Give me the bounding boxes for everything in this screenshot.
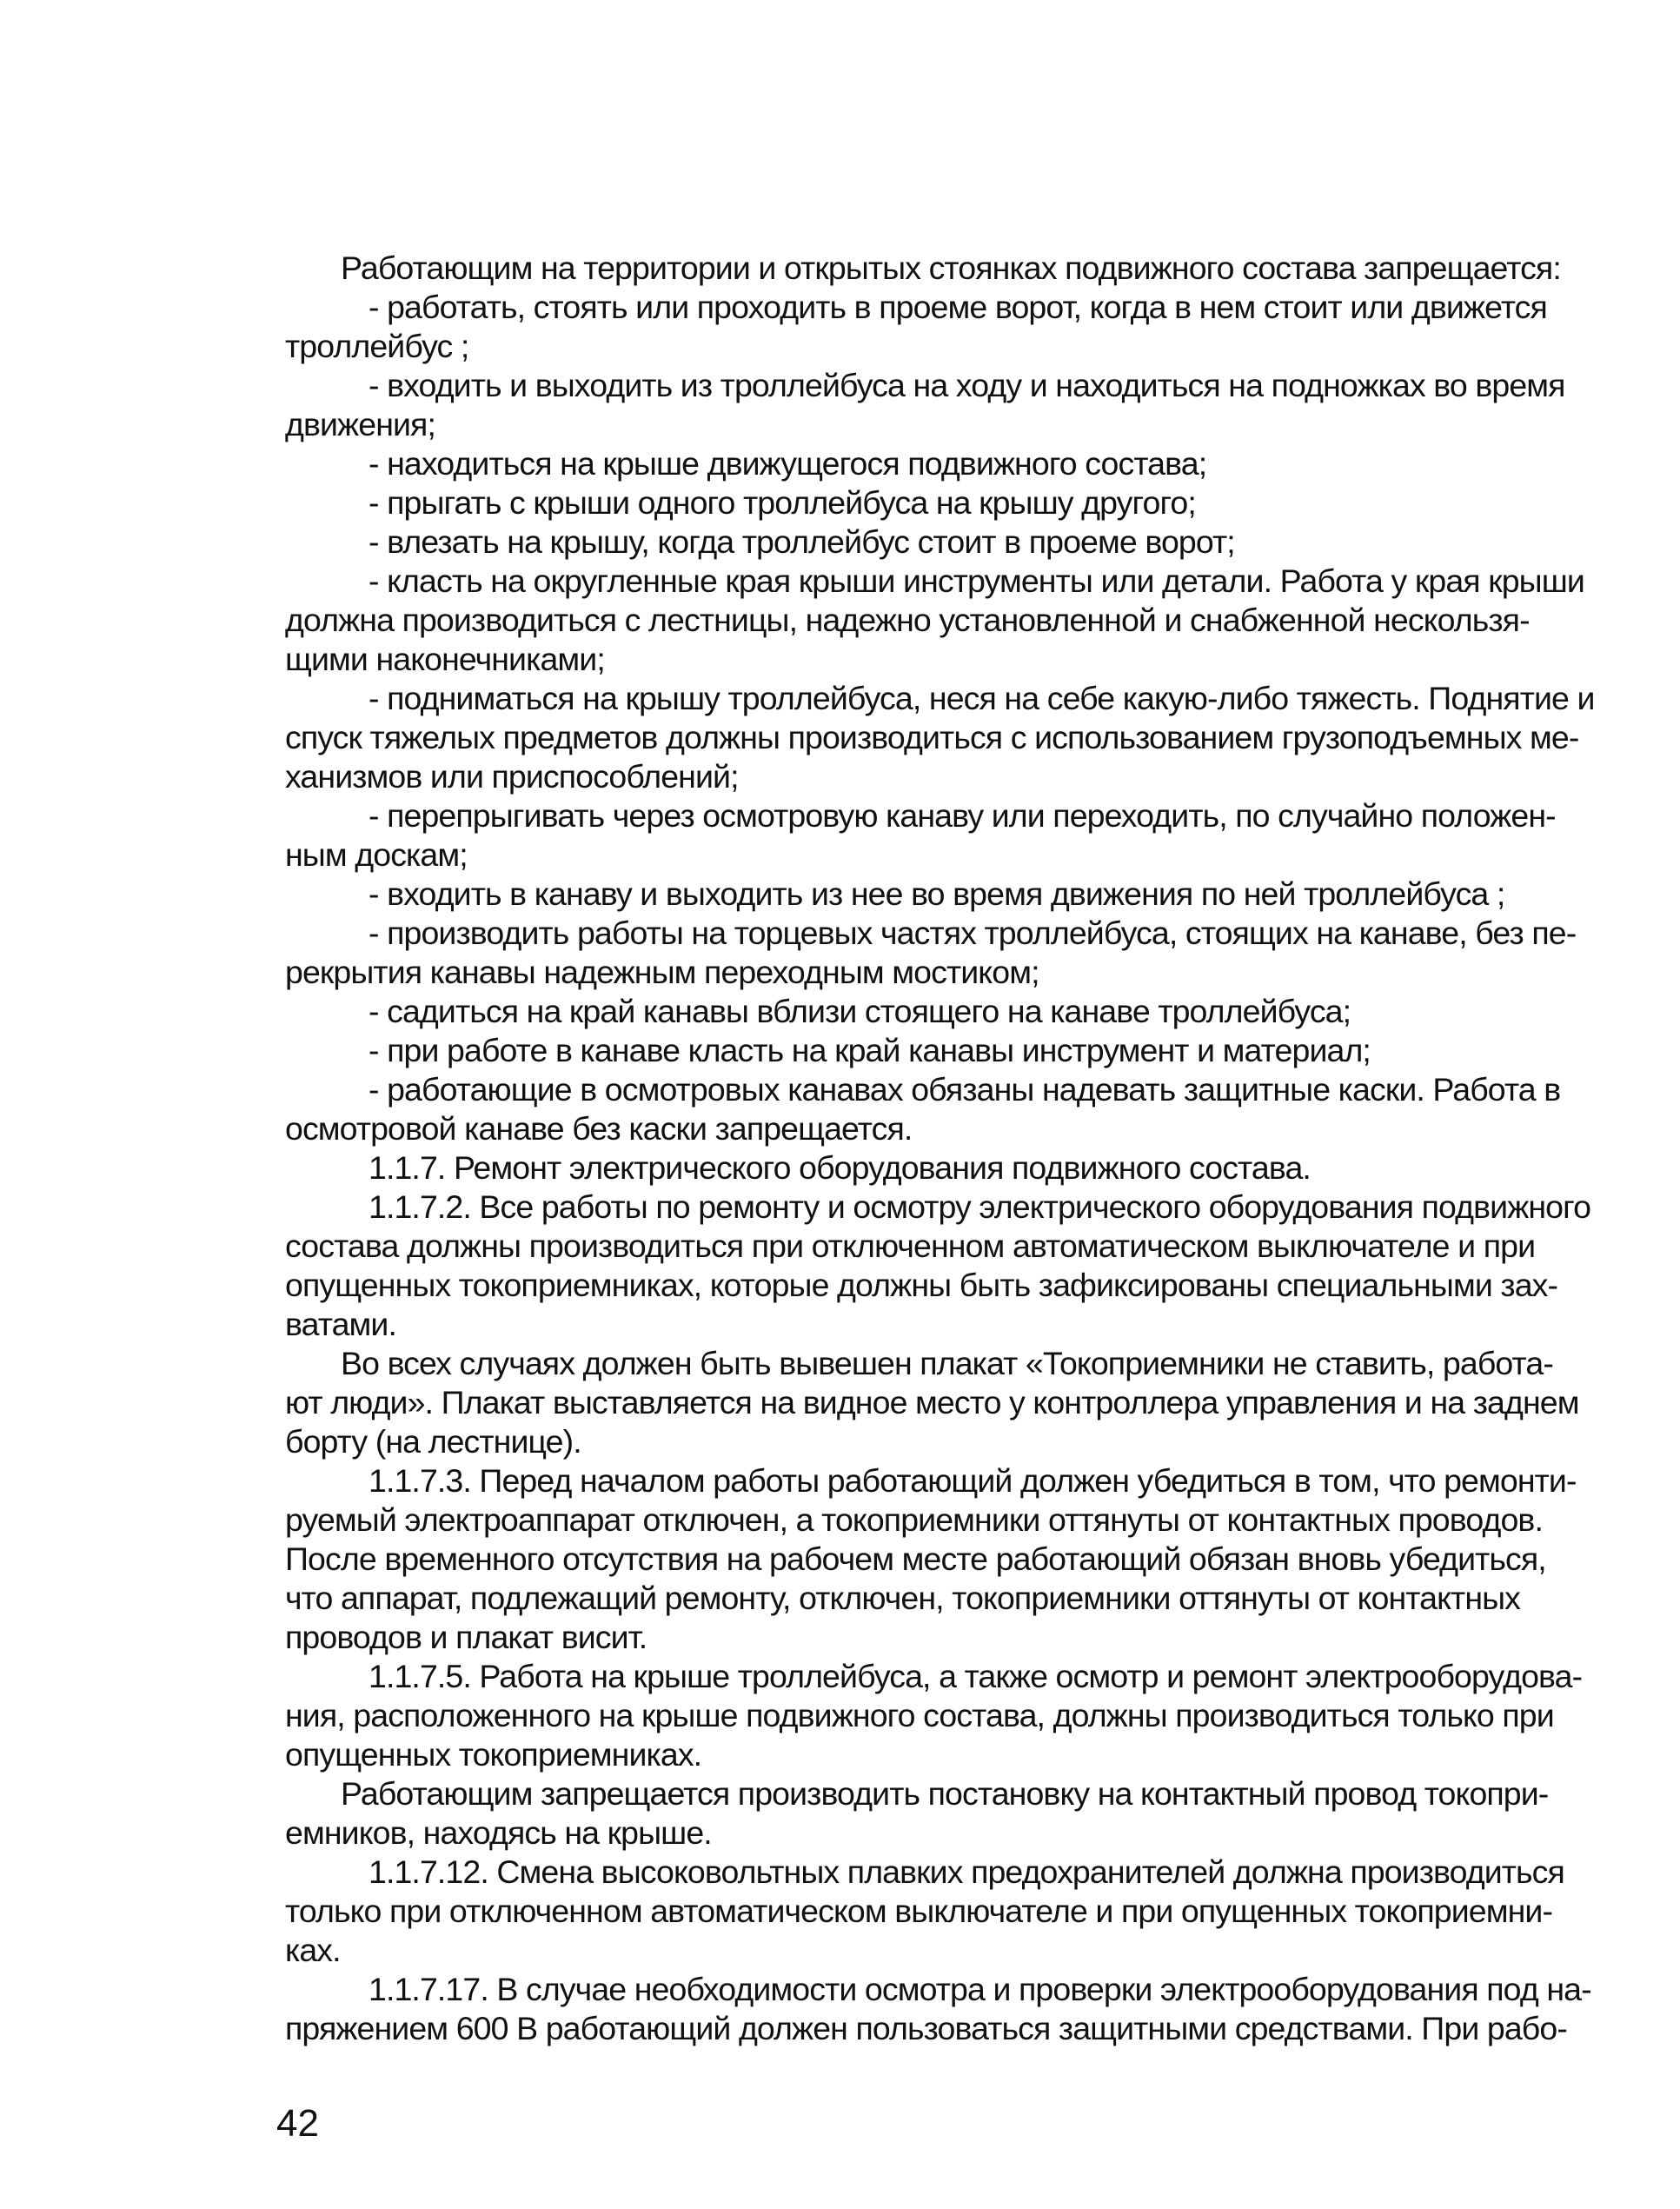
text-line: рекрытия канавы надежным переходным мостиком;: [285, 954, 1039, 990]
text-line: Во всех случаях должен быть вывешен плакат «Токоприемники не ставить, работа-: [341, 1345, 1553, 1381]
text-line: емников, находясь на крыше.: [285, 1814, 712, 1851]
text-line: состава должны производиться при отключенном автоматическом выключателе и при: [285, 1228, 1536, 1264]
text-line: - при работе в канаве класть на край канавы инструмент и материал;: [369, 1032, 1371, 1068]
text-line: только при отключенном автоматическом выключателе и при опущенных токоприемни-: [285, 1893, 1553, 1929]
text-line: - работать, стоять или проходить в проеме ворот, когда в нем стоит или движется: [369, 289, 1547, 325]
text-line: - входить в канаву и выходить из нее во время движения по ней троллейбуса ;: [369, 875, 1505, 912]
document-body: [285, 249, 1595, 2048]
text-line: троллейбус ;: [285, 328, 469, 364]
text-line: ватами.: [285, 1306, 396, 1342]
page-number: 42: [276, 2102, 319, 2145]
text-line: Работающим запрещается производить постановку на контактный провод токопри-: [341, 1775, 1549, 1812]
text-line: - перепрыгивать через осмотровую канаву или переходить, по случайно положен-: [369, 797, 1556, 834]
text-line: После временного отсутствия на рабочем месте работающий обязан вновь убедиться,: [285, 1540, 1546, 1577]
text-line: Работающим на территории и открытых стоянках подвижного состава запрещается:: [341, 250, 1561, 286]
text-line: ным доскам;: [285, 836, 468, 873]
text-line: 1.1.7.12. Смена высоковольтных плавких предохранителей должна производиться: [369, 1853, 1564, 1890]
text-line: ханизмов или приспособлений;: [285, 758, 739, 795]
text-line: ют люди». Плакат выставляется на видное место у контроллера управления и на заднем: [285, 1384, 1579, 1421]
section-heading: 1.1.7. Ремонт электрического оборудования подвижного состава.: [369, 1149, 1311, 1186]
text-line: - подниматься на крышу троллейбуса, неся на себе какую-либо тяжесть. Поднятие и: [369, 680, 1595, 716]
text-line: 1.1.7.17. В случае необходимости осмотра и проверки электрооборудования под на-: [369, 1971, 1591, 2007]
text-line: 1.1.7.2. Все работы по ремонту и осмотру электрического оборудования подвижного: [369, 1188, 1591, 1225]
text-line: щими наконечниками;: [285, 641, 605, 677]
text-line: проводов и плакат висит.: [285, 1619, 647, 1655]
text-line: ния, расположенного на крыше подвижного состава, должны производиться только при: [285, 1697, 1554, 1733]
text-line: руемый электроаппарат отключен, а токоприемники оттянуты от контактных проводов.: [285, 1501, 1543, 1538]
text-line: - садиться на край канавы вблизи стоящего на канаве троллейбуса;: [369, 993, 1351, 1029]
text-line: - влезать на крышу, когда троллейбус стоит в проеме ворот;: [369, 523, 1235, 560]
text-line: ках.: [285, 1932, 341, 1968]
text-line: - класть на округленные края крыши инструменты или детали. Работа у края крыши: [369, 562, 1584, 599]
text-line: должна производиться с лестницы, надежно установленной и снабженной нескользя-: [285, 602, 1530, 638]
text-line: спуск тяжелых предметов должны производиться с использованием грузоподъемных ме-: [285, 719, 1579, 755]
text-line: - производить работы на торцевых частях троллейбуса, стоящих на канаве, без пе-: [369, 915, 1577, 951]
text-line: опущенных токоприемниках, которые должны быть зафиксированы специальными зах-: [285, 1267, 1558, 1303]
text-line: 1.1.7.5. Работа на крыше троллейбуса, а также осмотр и ремонт электрооборудова-: [369, 1658, 1583, 1694]
text-line: что аппарат, подлежащий ремонту, отключен, токоприемники оттянуты от контактных: [285, 1580, 1521, 1616]
text-line: 1.1.7.3. Перед началом работы работающий должен убедиться в том, что ремонти-: [369, 1462, 1577, 1499]
text-line: - прыгать с крыши одного троллейбуса на крышу другого;: [369, 484, 1196, 521]
text-line: - работающие в осмотровых канавах обязаны надевать защитные каски. Работа в: [369, 1071, 1561, 1108]
text-line: движения;: [285, 406, 435, 442]
text-line: - находиться на крыше движущегося подвижного состава;: [369, 445, 1207, 482]
text-line: борту (на лестнице).: [285, 1423, 581, 1460]
text-line: - входить и выходить из троллейбуса на ходу и находиться на подножках во время: [369, 367, 1565, 403]
text-line: опущенных токоприемниках.: [285, 1736, 702, 1773]
text-line: пряжением 600 В работающий должен пользоваться защитными средствами. При рабо-: [285, 2010, 1567, 2046]
text-line: осмотровой канаве без каски запрещается.: [285, 1110, 913, 1147]
